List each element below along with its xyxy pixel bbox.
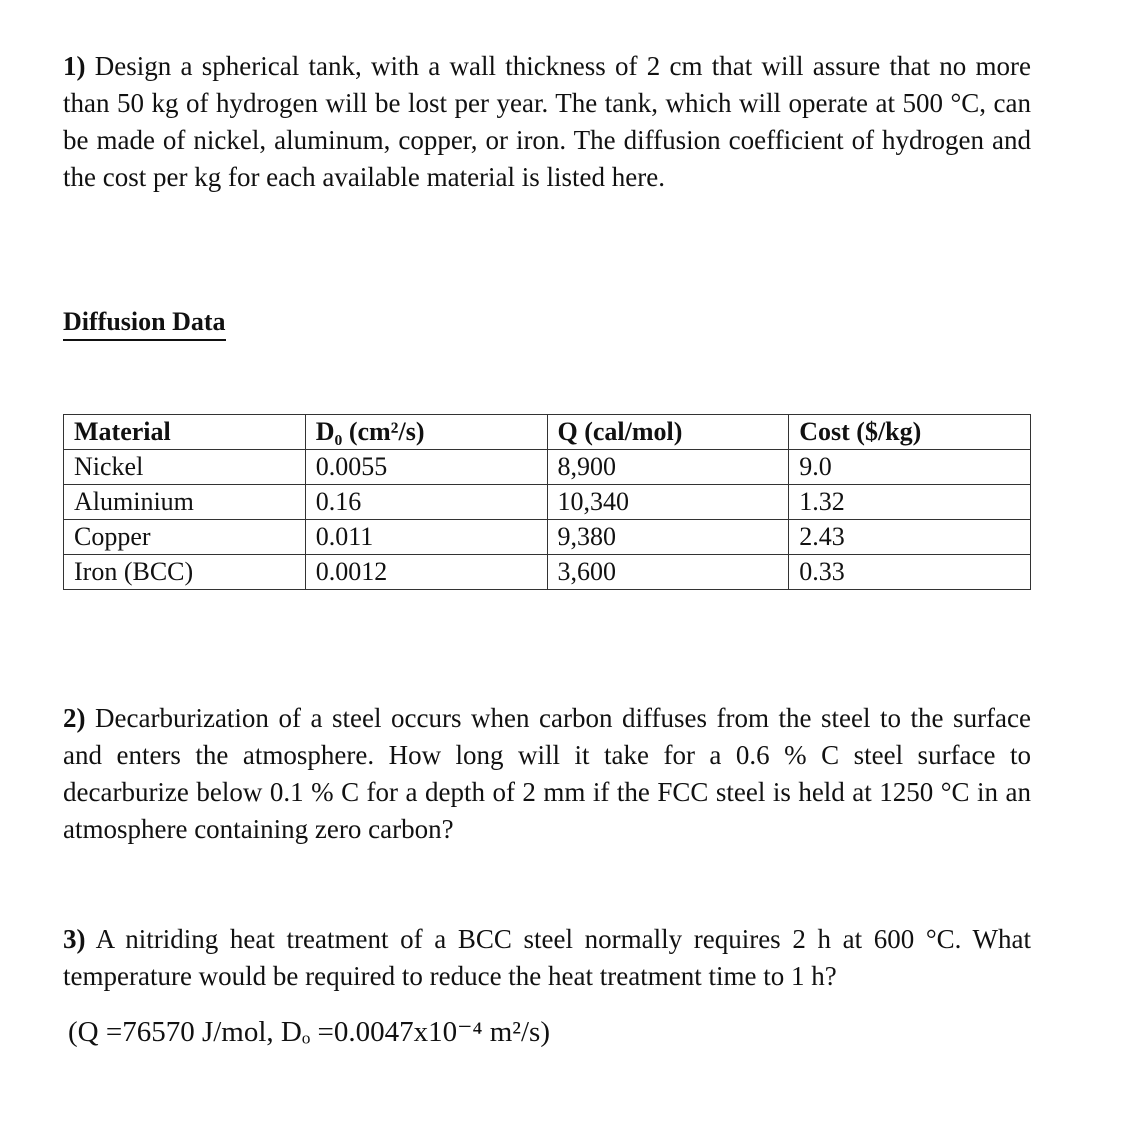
cell-cost: 2.43 — [789, 520, 1031, 555]
header-d0: D₀ (cm²/s) — [305, 415, 547, 450]
table-row — [64, 520, 1031, 555]
question-3-number: 3) — [63, 924, 86, 954]
cell-d0: 0.0012 — [305, 555, 547, 590]
cell-cost: 0.33 — [789, 555, 1031, 590]
question-2-text — [63, 700, 1031, 848]
cell-d0: 0.0055 — [305, 450, 547, 485]
cell-material: Copper — [64, 520, 306, 555]
cell-cost: 9.0 — [789, 450, 1031, 485]
question-3-given-values: (Q =76570 J/mol, Dₒ =0.0047x10⁻⁴ m²/s) — [68, 1016, 550, 1048]
cell-material: Iron (BCC) — [64, 555, 306, 590]
diffusion-data-heading: Diffusion Data — [63, 306, 226, 341]
header-cost: Cost ($/kg) — [789, 415, 1031, 450]
question-1 — [63, 48, 1031, 196]
question-3-body: A nitriding heat treatment of a BCC steel normally requires 2 h at 600 °C. What temperature would be required to reduce the heat treatment time to 1 h? — [63, 924, 1031, 991]
cell-material: Nickel — [64, 450, 306, 485]
question-1-text — [63, 48, 1031, 196]
table-header-row — [64, 415, 1031, 450]
header-q: Q (cal/mol) — [547, 415, 789, 450]
header-material: Material — [64, 415, 306, 450]
question-3 — [63, 921, 1031, 995]
question-2-number: 2) — [63, 703, 86, 733]
question-1-number: 1) — [63, 51, 86, 81]
question-2 — [63, 700, 1031, 848]
question-2-body: Decarburization of a steel occurs when carbon diffuses from the steel to the surface and enters the atmosphere. How long will it take for a 0.6 % C steel surface to decarburize below 0.1 % C for a depth of 2 mm if the FCC steel is held at 1250 °C in an atmosphere containing zero carbon? — [63, 703, 1032, 844]
question-3-text — [63, 921, 1031, 995]
table-row — [64, 450, 1031, 485]
table-row — [64, 555, 1031, 590]
cell-material: Aluminium — [64, 485, 306, 520]
cell-d0: 0.16 — [305, 485, 547, 520]
table-row — [64, 485, 1031, 520]
cell-q: 9,380 — [547, 520, 789, 555]
diffusion-data-table — [63, 414, 1031, 590]
cell-q: 10,340 — [547, 485, 789, 520]
cell-q: 8,900 — [547, 450, 789, 485]
cell-q: 3,600 — [547, 555, 789, 590]
cell-d0: 0.011 — [305, 520, 547, 555]
question-1-body: Design a spherical tank, with a wall thickness of 2 cm that will assure that no more than 50 kg of hydrogen will be lost per year. The tank, which will operate at 500 °C, can be made of nickel, aluminum, copper, or iron. The diffusion coefficient of hydrogen and the cost per kg for each available material is listed here. — [63, 51, 1031, 192]
cell-cost: 1.32 — [789, 485, 1031, 520]
